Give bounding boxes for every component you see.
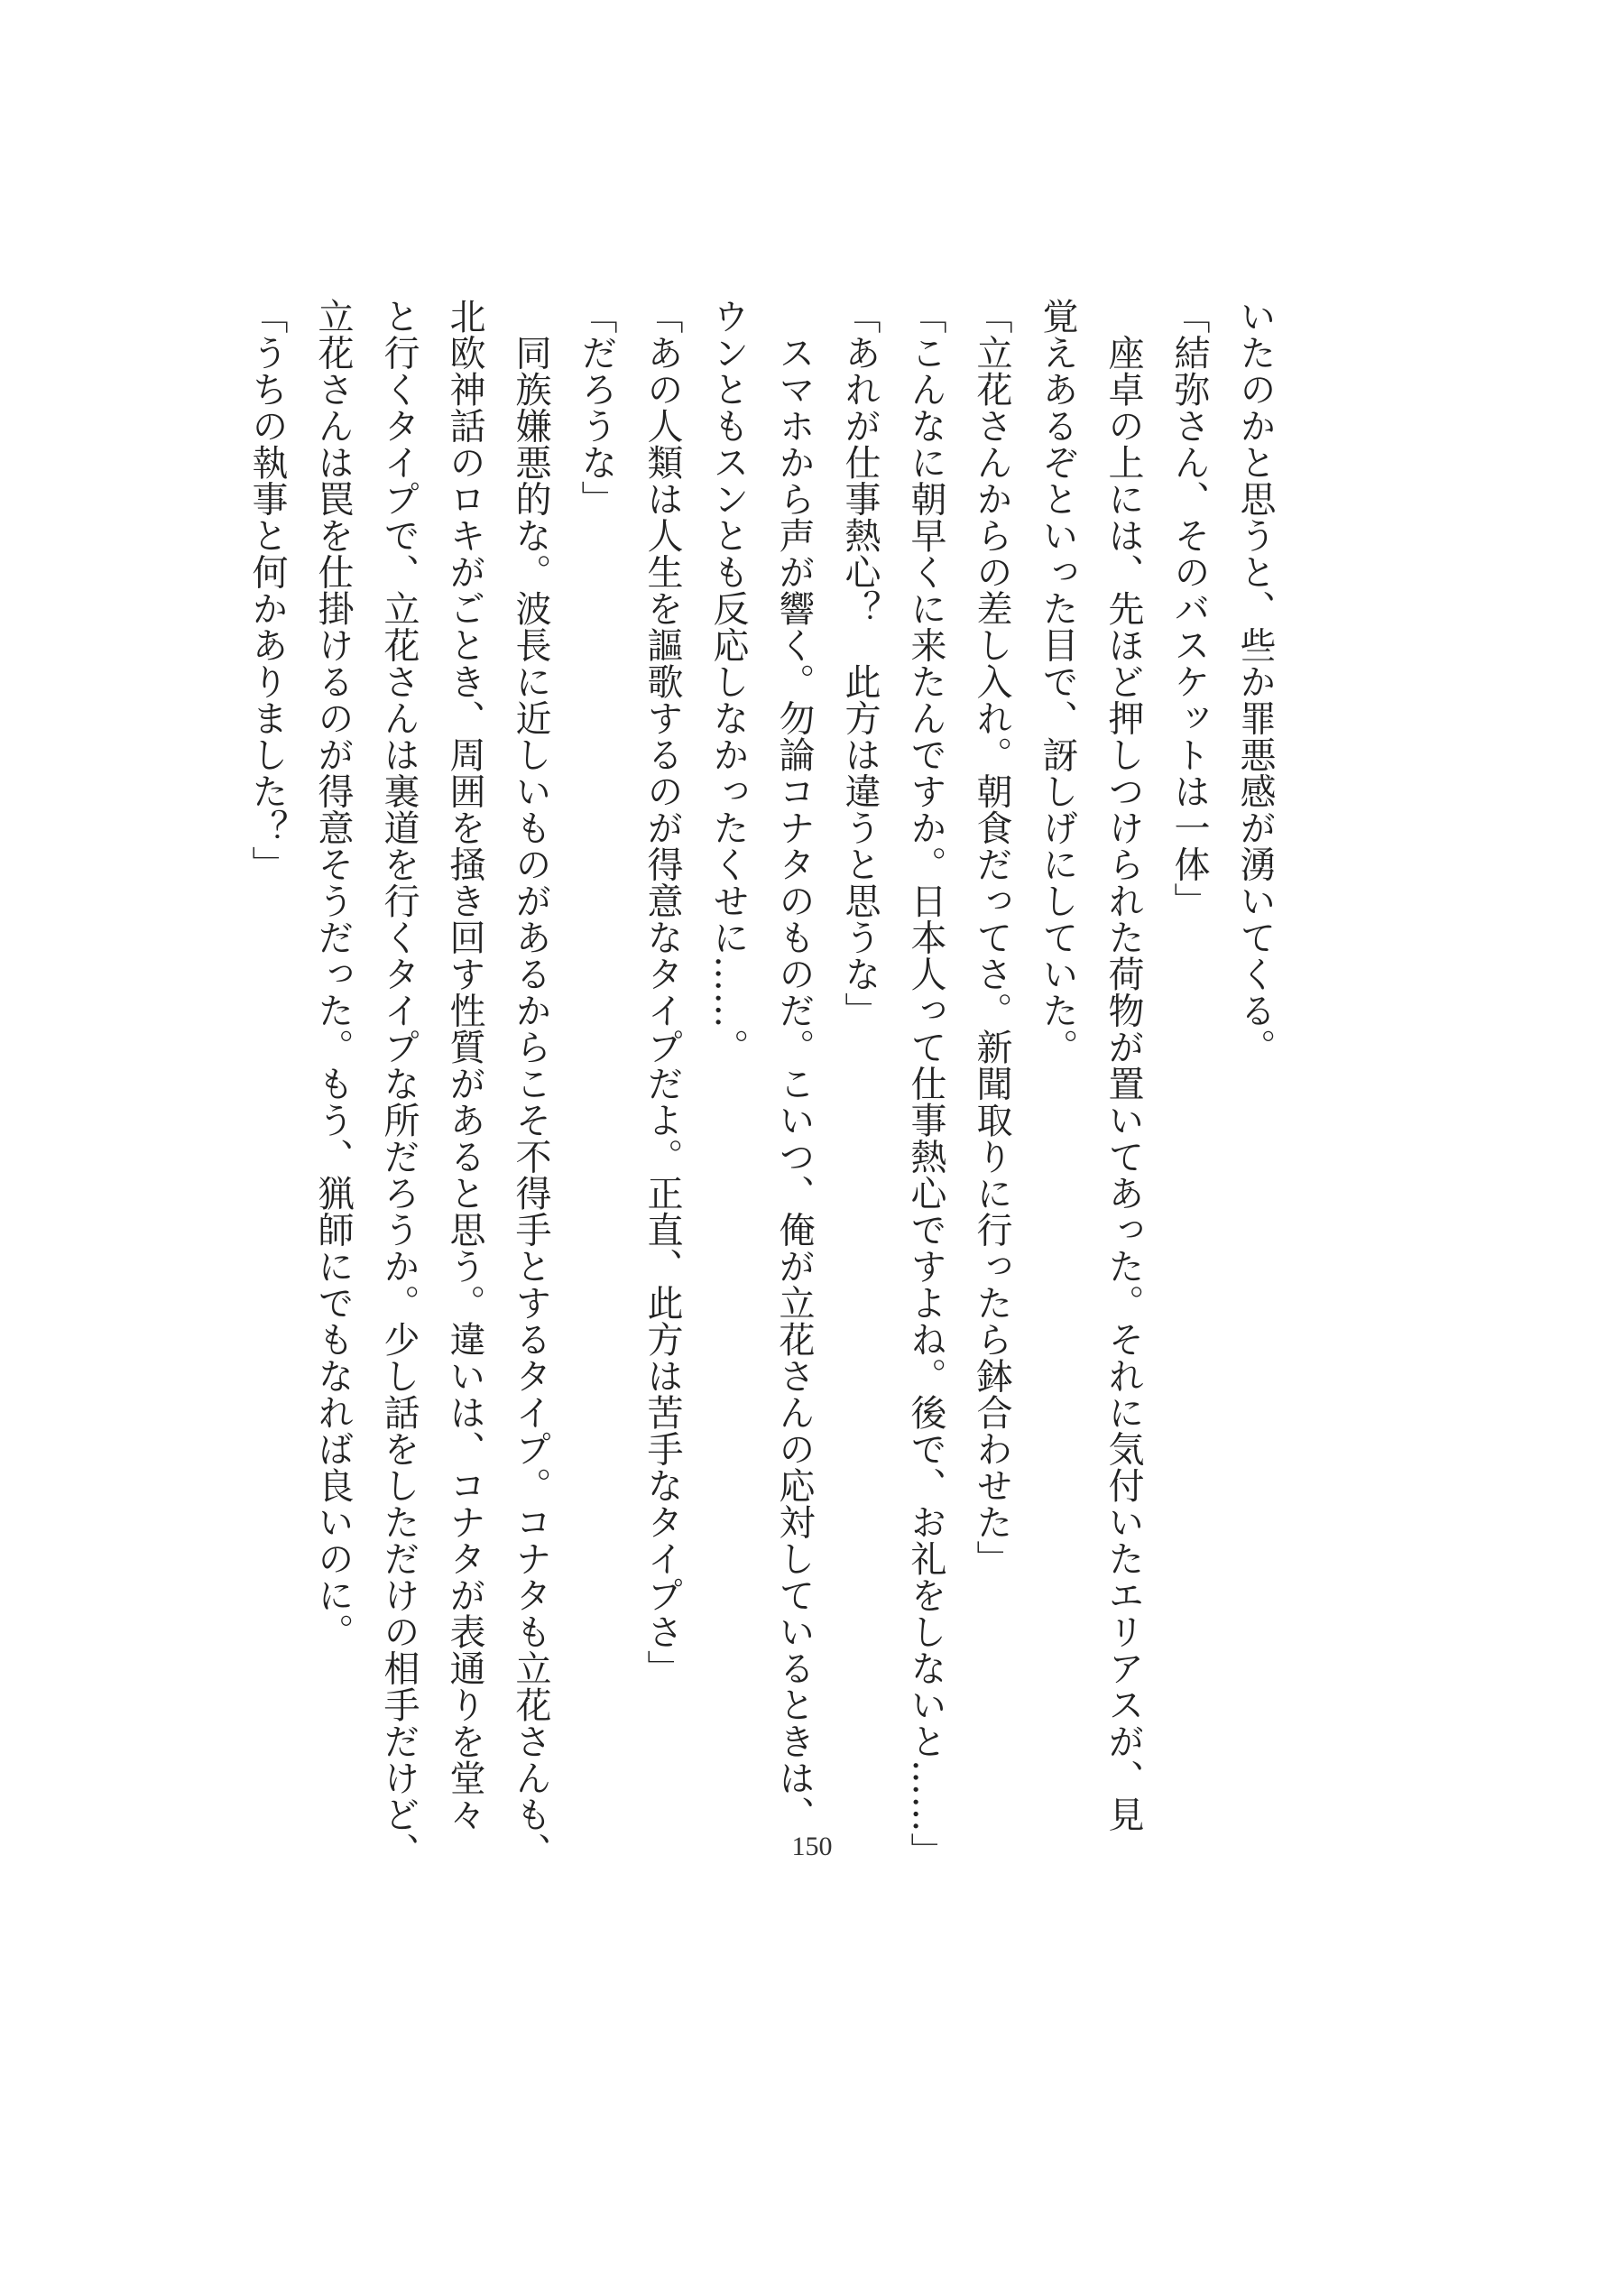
text-line: 「うちの執事と何かありました？」 <box>246 298 288 882</box>
text-line: と行くタイプで、立花さんは裏道を行くタイプな所だろうか。少し話をしただけの相手だけど、 <box>378 298 420 1869</box>
body-text <box>234 298 1287 1869</box>
text-line: ウンともスンとも反応しなかったくせに……。 <box>707 298 749 1066</box>
text-line: 「結弥さん、そのバスケットは一体」 <box>1168 298 1210 919</box>
text-line: スマホから声が響く。勿論コナタのものだ。こいつ、俺が立花さんの応対しているときは、 <box>773 298 815 1832</box>
page-number: 150 <box>791 1832 833 1861</box>
text-line: 同族嫌悪的な。波長に近しいものがあるからこそ不得手とするタイプ。コナタも立花さんも、 <box>510 298 551 1869</box>
text-line: いたのかと思うと、些か罪悪感が湧いてくる。 <box>1234 298 1276 1066</box>
text-line: 立花さんは罠を仕掛けるのが得意そうだった。もう、猟師にでもなれば良いのに。 <box>312 298 354 1650</box>
text-line: 座卓の上には、先ほど押しつけられた荷物が置いてあった。それに気付いたエリアスが、見 <box>1103 298 1144 1832</box>
text-line: 「立花さんからの差し入れ。朝食だってさ。新聞取りに行ったら鉢合わせた」 <box>971 298 1012 1577</box>
text-line: 覚えあるぞといった目で、訝しげにしていた。 <box>1037 298 1078 1066</box>
text-line: 北欧神話のロキがごとき、周囲を掻き回す性質があると思う。違いは、コナタが表通りを堂々 <box>444 298 485 1832</box>
text-line: 「こんなに朝早くに来たんですか。日本人って仕事熱心ですよね。後で、お礼をしないと……」 <box>905 298 946 1869</box>
text-line: 「だろうな」 <box>576 298 617 517</box>
text-line: 「あれが仕事熱心？ 此方は違うと思うな」 <box>839 298 881 1029</box>
text-line: 「あの人類は人生を謳歌するのが得意なタイプだよ。正直、此方は苦手なタイプさ」 <box>641 298 683 1686</box>
